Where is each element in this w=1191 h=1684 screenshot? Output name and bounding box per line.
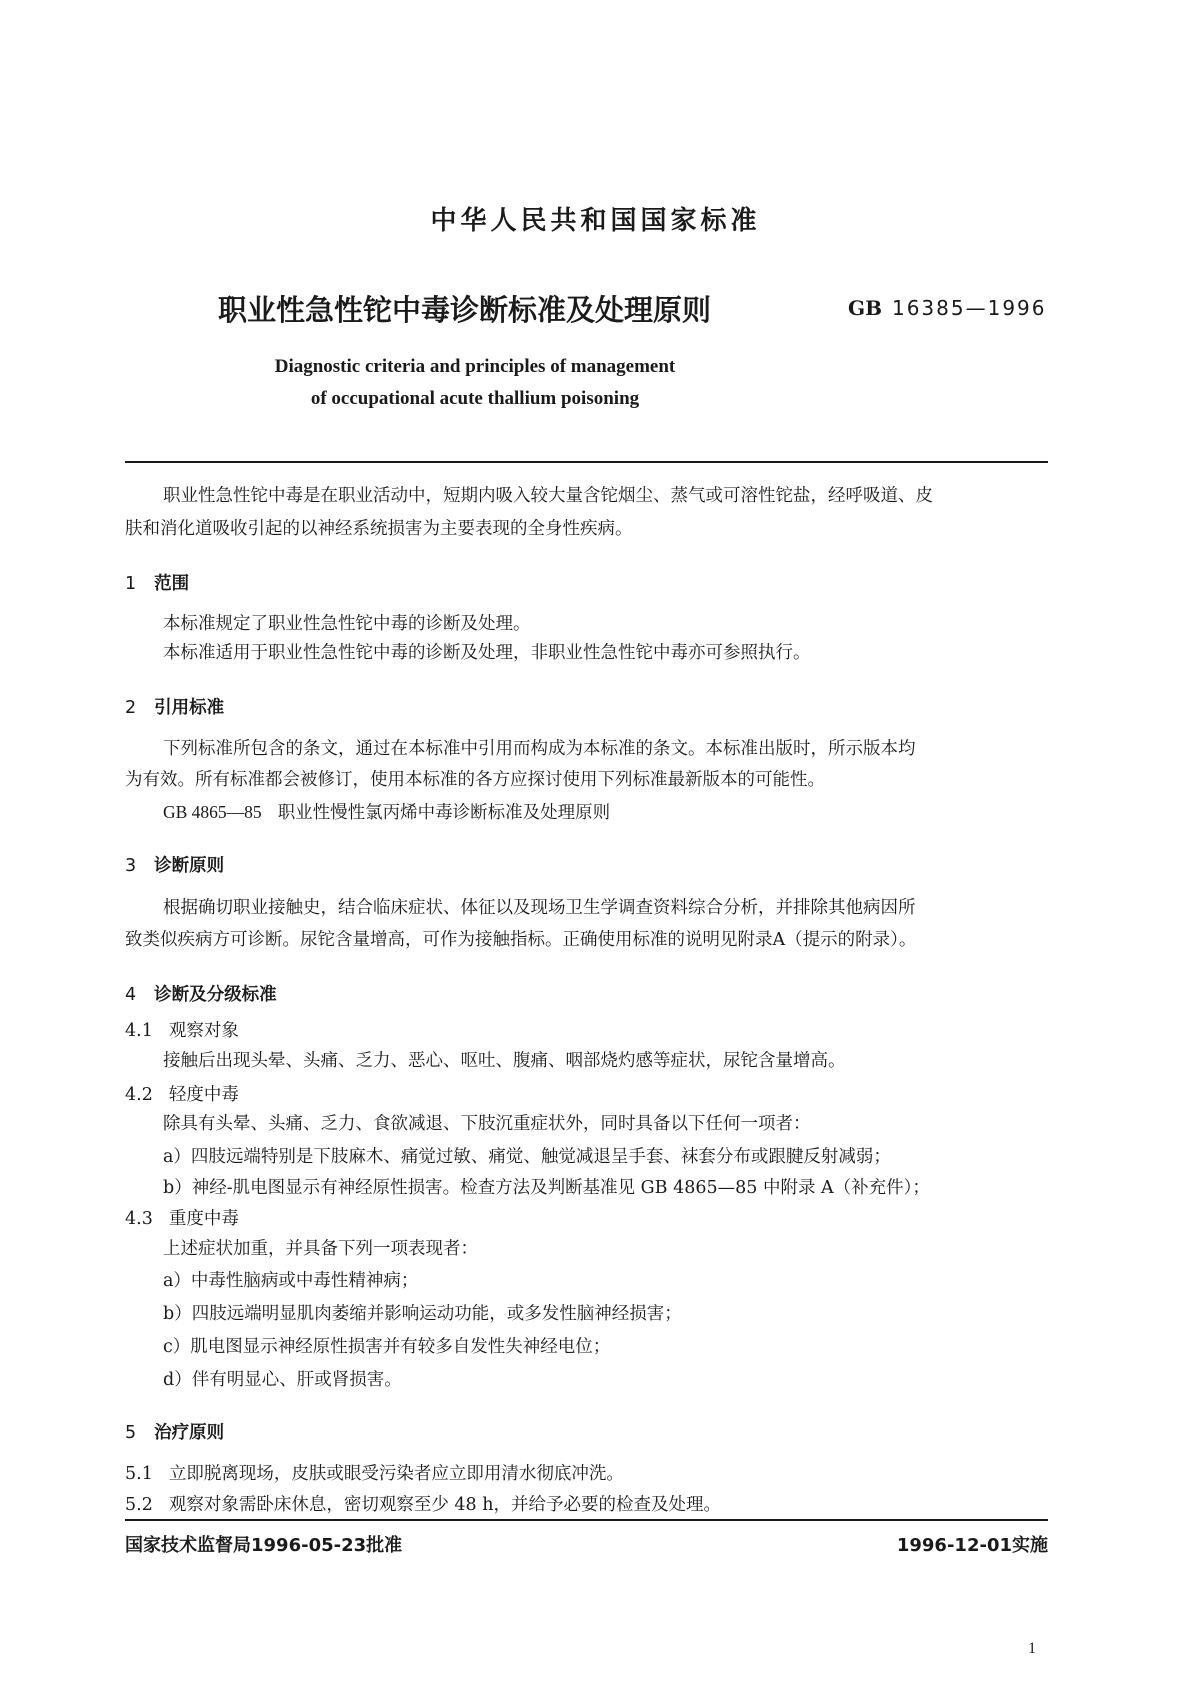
section-4-1-title: 观察对象	[168, 1021, 239, 1041]
section-3-line-2: 致类似疾病方可诊断。尿铊含量增高，可作为接触指标。正确使用标准的说明见附录A（提示的附录）。	[125, 930, 917, 950]
section-4-2-heading	[125, 1087, 239, 1105]
section-4-1-line-1: 接触后出现头晕、头痛、乏力、恶心、呕吐、腹痛、咽部烧灼感等症状，尿铊含量增高。	[163, 1051, 846, 1071]
section-2-number: 2	[125, 698, 137, 718]
section-3-line-1: 根据确切职业接触史，结合临床症状、体征以及现场卫生学调查资料综合分析，并排除其他病因所	[163, 898, 916, 918]
standard-code	[848, 296, 1047, 320]
page-number: 1	[1028, 1640, 1036, 1657]
section-4-title: 诊断及分级标准	[154, 985, 277, 1005]
header-divider	[125, 461, 1048, 463]
section-4-number: 4	[125, 985, 137, 1005]
national-standard-header: 中华人民共和国国家标准	[430, 206, 761, 236]
section-2-heading	[125, 694, 224, 719]
effective-date: 1996-12-01实施	[896, 1535, 1048, 1556]
section-5-1-number: 5.1	[125, 1464, 153, 1484]
section-4-heading	[125, 981, 277, 1006]
footer-divider	[125, 1519, 1048, 1521]
section-1-number: 1	[125, 574, 137, 594]
section-2-reference	[163, 804, 610, 823]
section-4-3-item-d: d）伴有明显心、肝或肾损害。	[163, 1370, 402, 1390]
section-5-2	[125, 1497, 721, 1515]
section-1-heading	[125, 570, 189, 595]
document-title: 职业性急性铊中毒诊断标准及处理原则	[218, 293, 712, 327]
standard-number: 16385—1996	[891, 296, 1047, 320]
section-2-title: 引用标准	[154, 698, 225, 718]
section-3-number: 3	[125, 856, 137, 876]
section-5-1-text: 立即脱离现场，皮肤或眼受污染者应立即用清水彻底冲洗。	[168, 1464, 624, 1484]
section-5-title: 治疗原则	[154, 1423, 225, 1443]
section-4-3-heading	[125, 1211, 239, 1229]
intro-line-2: 肤和消化道吸收引起的以神经系统损害为主要表现的全身性疾病。	[125, 519, 633, 539]
section-4-3-item-b: b）四肢远端明显肌肉萎缩并影响运动功能，或多发性脑神经损害；	[163, 1304, 682, 1324]
section-4-3-item-a: a）中毒性脑病或中毒性精神病；	[163, 1271, 419, 1291]
section-4-3-item-c: c）肌电图显示神经原性损害并有较多自发性失神经电位；	[163, 1337, 611, 1357]
section-1-line-2: 本标准适用于职业性急性铊中毒的诊断及处理，非职业性急性铊中毒亦可参照执行。	[163, 643, 811, 663]
section-4-2-item-a: a）四肢远端特别是下肢麻木、痛觉过敏、痛觉、触觉减退呈手套、袜套分布或跟腱反射减弱；	[163, 1147, 891, 1167]
section-4-3-number: 4.3	[125, 1209, 153, 1229]
section-4-1-heading	[125, 1023, 239, 1041]
english-title-line-2: of occupational acute thallium poisoning	[310, 388, 640, 409]
section-4-1-number: 4.1	[125, 1021, 153, 1041]
reference-code: GB 4865—85	[163, 802, 262, 822]
section-5-heading	[125, 1419, 224, 1444]
section-3-title: 诊断原则	[154, 856, 225, 876]
section-4-2-title: 轻度中毒	[168, 1085, 239, 1105]
section-3-heading	[125, 852, 224, 877]
section-5-2-text: 观察对象需卧床休息，密切观察至少 48 h，并给予必要的检查及处理。	[168, 1495, 722, 1515]
section-2-line-1: 下列标准所包含的条文，通过在本标准中引用而构成为本标准的条文。本标准出版时，所示版本均	[163, 739, 916, 759]
standard-prefix: GB	[848, 296, 882, 320]
section-1-title: 范围	[154, 574, 190, 594]
section-5-1	[125, 1466, 624, 1484]
english-title-line-1: Diagnostic criteria and principles of management	[274, 356, 676, 377]
section-4-3-line-1: 上述症状加重，并具备下列一项表现者：	[163, 1239, 478, 1259]
section-4-2-number: 4.2	[125, 1085, 153, 1105]
section-5-number: 5	[125, 1423, 137, 1443]
section-2-line-2: 为有效。所有标准都会被修订，使用本标准的各方应探讨使用下列标准最新版本的可能性。	[125, 770, 825, 790]
reference-title: 职业性慢性氯丙烯中毒诊断标准及处理原则	[277, 803, 611, 823]
section-4-3-title: 重度中毒	[168, 1209, 239, 1229]
section-5-2-number: 5.2	[125, 1495, 153, 1515]
section-1-line-1: 本标准规定了职业性急性铊中毒的诊断及处理。	[163, 614, 531, 634]
section-4-2-item-b: b）神经-肌电图显示有神经原性损害。检查方法及判断基准见 GB 4865—85 中附录 A（补充件）；	[163, 1178, 930, 1198]
approval-date: 国家技术监督局1996-05-23批准	[125, 1535, 403, 1556]
section-4-2-line-1: 除具有头晕、头痛、乏力、食欲减退、下肢沉重症状外，同时具备以下任何一项者：	[163, 1114, 811, 1134]
intro-line-1: 职业性急性铊中毒是在职业活动中，短期内吸入较大量含铊烟尘、蒸气或可溶性铊盐，经呼吸道、皮	[163, 486, 933, 506]
